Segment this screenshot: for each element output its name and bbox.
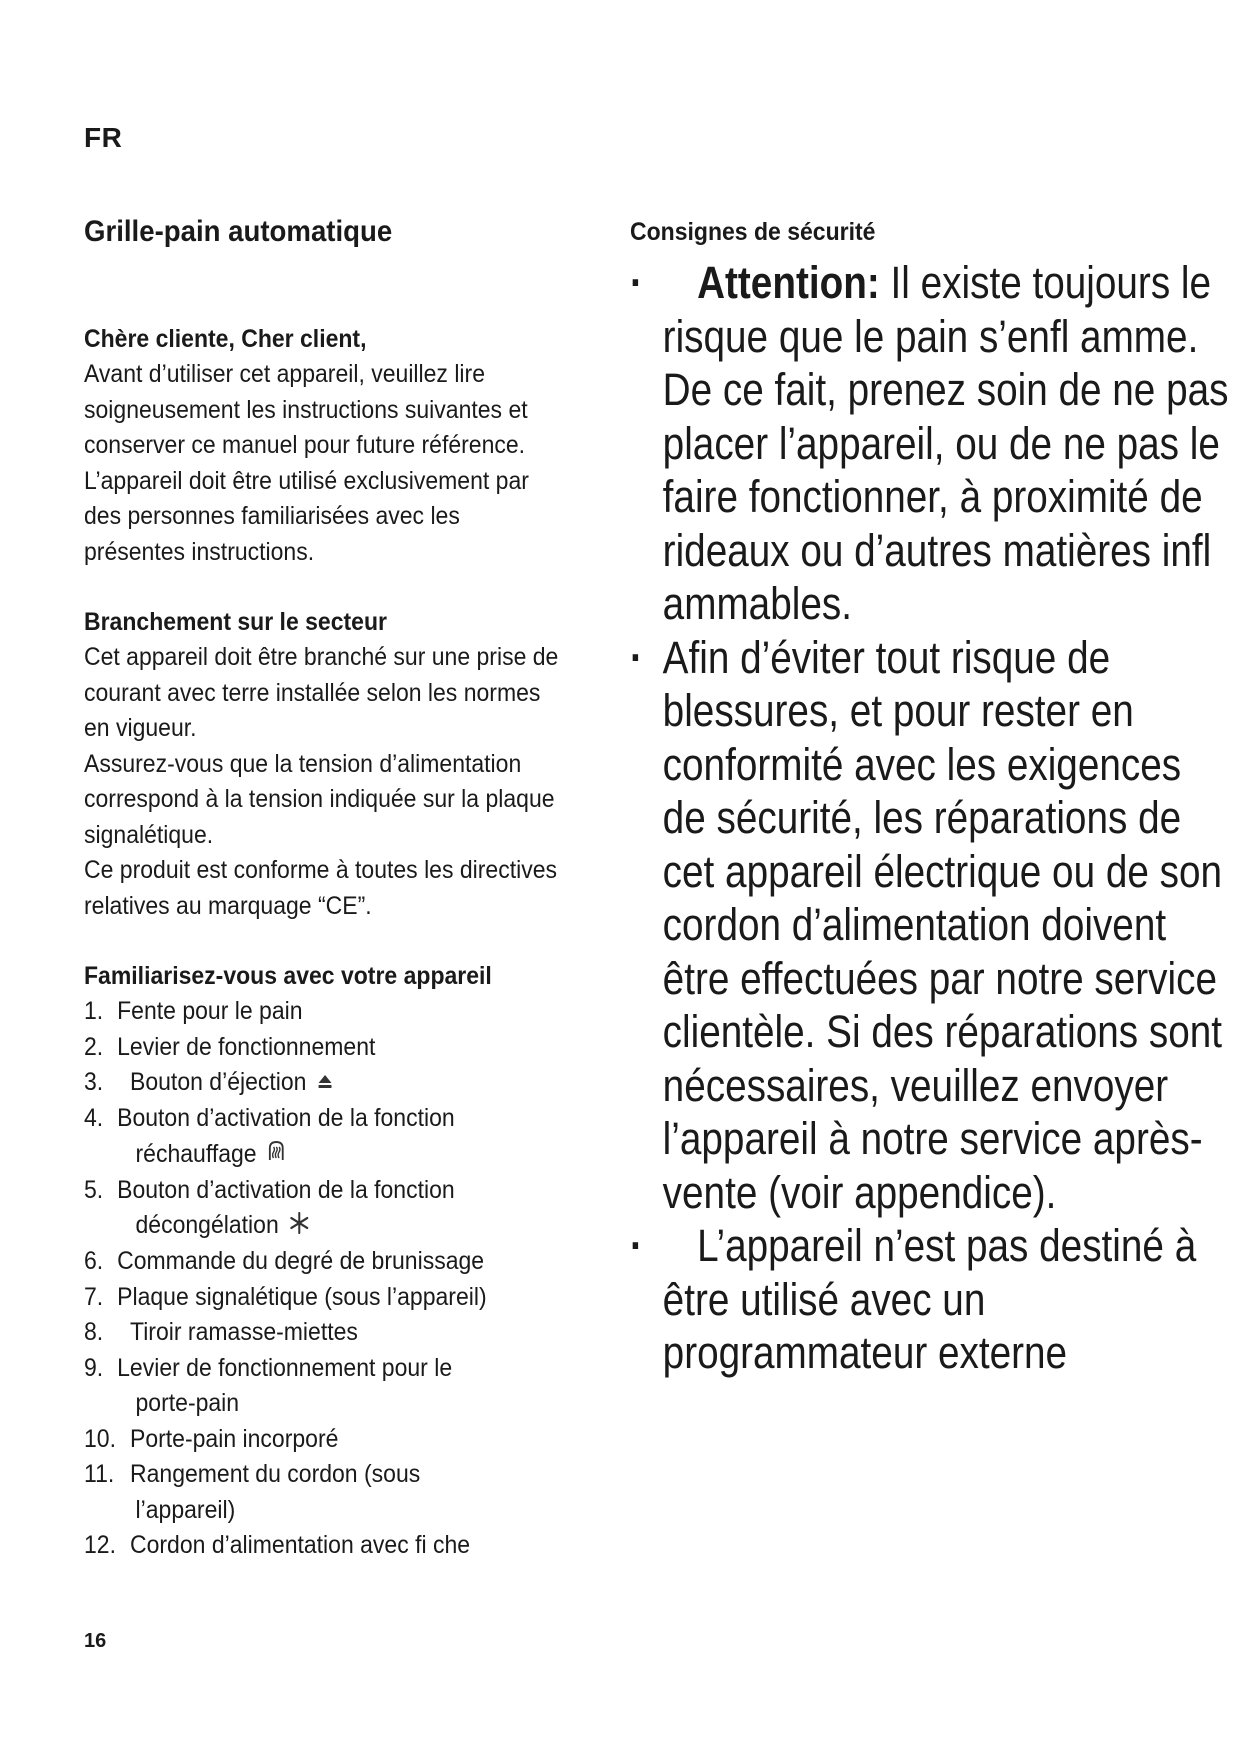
list-item: 2. Levier de fonctionnement — [84, 1032, 376, 1061]
bullet: · — [630, 631, 643, 683]
intro-paragraph: Avant d’utiliser cet appareil, veuillez lire soigneusement les instructions suivantes et conserver ce manuel pour future référence. L’appareil doit être utilisé exclusivement par des personnes familiarisées avec les présentes instructions. — [84, 360, 529, 566]
mains-paragraph-2: Assurez-vous que la tension d’alimentation correspond à la tension indiquée sur la plaque signalétique. — [84, 749, 555, 849]
page-title: Grille-pain automatique — [84, 215, 393, 248]
parts-list — [84, 994, 562, 1564]
language-code: FR — [84, 122, 123, 153]
list-item: 1. Fente pour le pain — [84, 997, 303, 1025]
safety-item: · Afin d’éviter tout risque de blessures, et pour rester en conformité avec les exigences de sécurité, les réparations de cet appareil électrique ou de son cordon d’alimentation doivent être effectuées par notre service clientèle. Si des réparations sont nécessaires, veuillez envoyer l’appareil à notre service après-vente (voir appendice). — [630, 631, 1223, 1218]
greeting: Chère cliente, Cher client, — [84, 325, 367, 353]
list-item: 8. Tiroir ramasse-miettes — [84, 1318, 358, 1347]
list-item: 6. Commande du degré de brunissage — [84, 1247, 485, 1276]
mains-paragraph-1: Cet appareil doit être branché sur une prise de courant avec terre installée selon les normes en vigueur. — [84, 643, 559, 742]
mains-heading: Branchement sur le secteur — [84, 608, 387, 636]
snowflake-icon — [289, 1209, 309, 1245]
reheat-icon — [267, 1137, 285, 1173]
mains-paragraph-3: Ce produit est conforme à toutes les directives relatives au marquage “CE”. — [84, 856, 558, 920]
safety-heading: Consignes de sécurité — [630, 218, 876, 246]
parts-heading: Familiarisez-vous avec votre appareil — [84, 962, 492, 990]
eject-icon — [317, 1066, 334, 1102]
attention-label: Attention: — [697, 257, 880, 308]
right-column — [630, 212, 1230, 1380]
page-number: 16 — [84, 1630, 107, 1652]
list-item: 9. Levier de fonctionnement pour le porte-pain — [84, 1353, 453, 1418]
bullet: · — [630, 1220, 643, 1271]
list-item: 12. Cordon d’alimentation avec fi che — [84, 1531, 471, 1560]
list-item: 10. Porte-pain incorporé — [84, 1424, 339, 1453]
list-item: 11. Rangement du cordon (sous l’appareil) — [84, 1460, 421, 1524]
list-item: 4. Bouton d’activation de la fonction réchauffage — [84, 1101, 562, 1173]
safety-item: · Attention: Il existe toujours le risque que le pain s’enfl amme. De ce fait, prenez soin de ne pas placer l’appareil, ou de ne pas le faire fonctionner, à proximité de rideaux ou d’autres matières infl ammables. — [630, 257, 1229, 629]
safety-list — [630, 256, 1232, 1380]
list-item: 5. Bouton d’activation de la fonction décongélation — [84, 1173, 562, 1245]
left-column — [84, 212, 562, 1564]
bullet: · — [630, 257, 643, 308]
safety-item: · L’appareil n’est pas destiné à être utilisé avec un programmateur externe — [630, 1220, 1197, 1378]
list-item: 3. Bouton d’éjection — [84, 1065, 562, 1101]
list-item: 7. Plaque signalétique (sous l’appareil) — [84, 1282, 487, 1311]
